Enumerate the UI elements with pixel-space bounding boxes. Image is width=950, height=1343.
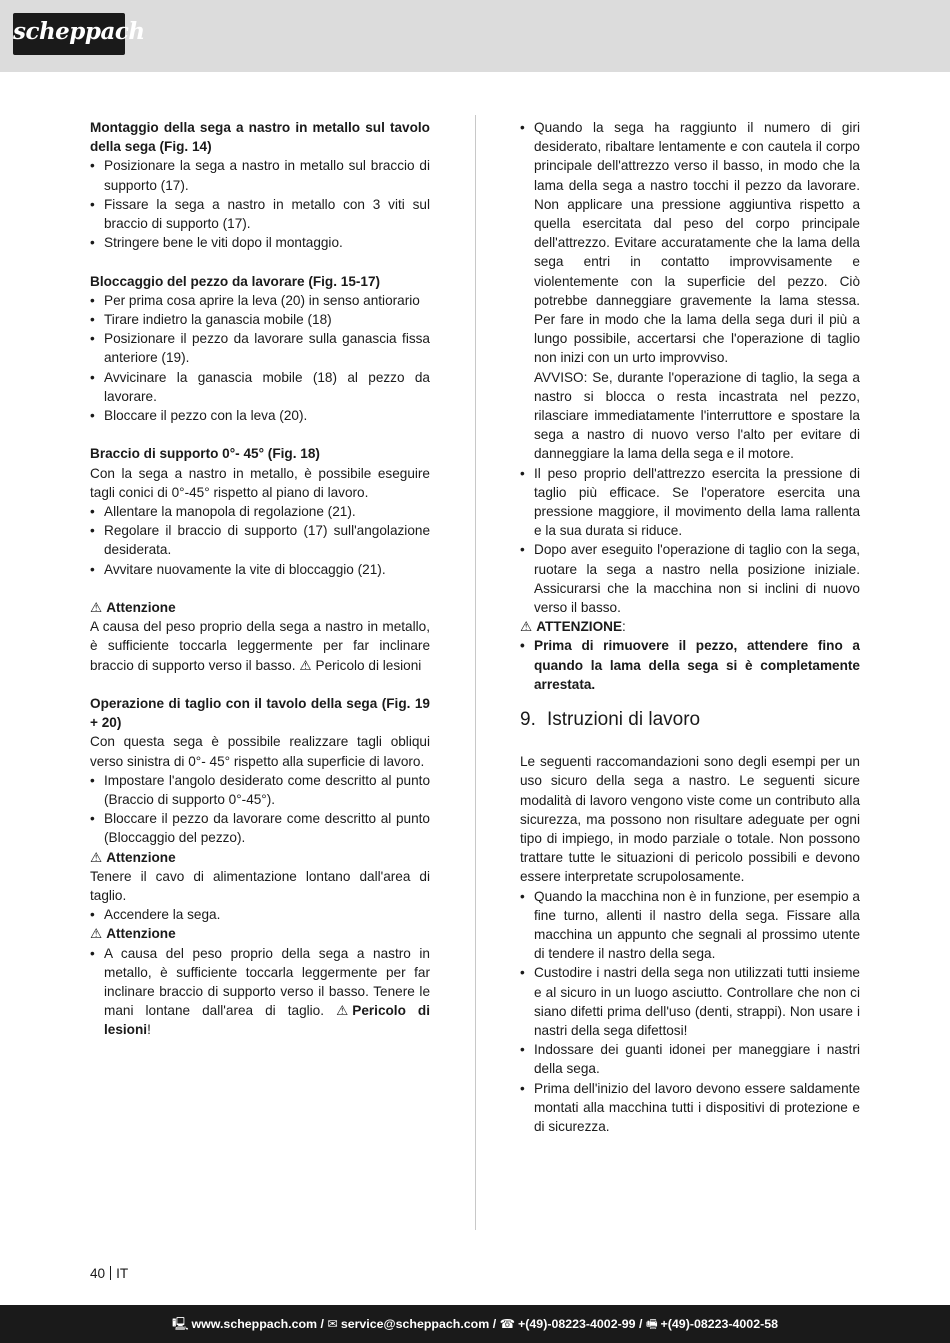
warning-heading — [520, 617, 860, 636]
list-item: • Stringere bene le viti dopo il montaggio. — [90, 233, 430, 252]
list-item: • Dopo aver eseguito l'operazione di taglio con la sega, ruotare la sega a nastro nella posizione iniziale. Assicurarsi che la macchina non si inclini di nuovo verso il basso. — [520, 540, 860, 617]
list-item-text: Quando la sega ha raggiunto il numero di giri desiderato, ribaltare lentamente e con cautela il corpo principale dell'attrezzo verso il basso, in modo che la lama della sega a nastro tocchi il pezzo da lavorare. Non applicare una pressione aggiuntiva rispetto a quella esercitata dal peso del corpo principale dell'attrezzo. Evitare accuratamente che la lama della sega entri in contatto improvvisamente e violentemente con la superficie del pezzo. Ciò potrebbe danneggiare gravemente la lama stessa. Per fare in modo che la lama della sega duri il più a lungo possibile, accertarsi che l'operazione di taglio non inizi con un urto improvviso. — [534, 120, 860, 366]
list-item: • Bloccare il pezzo con la leva (20). — [90, 406, 430, 425]
list-item: • Indossare dei guanti idonei per maneggiare i nastri della sega. — [520, 1040, 860, 1078]
list-item: • Il peso proprio dell'attrezzo esercita la pressione di taglio più efficace. Se l'operatore esercita una pressione maggiore, il movimento della lama rallenta e la sua durata si riduce. — [520, 464, 860, 541]
section-title-text: Istruzioni di lavoro — [547, 709, 701, 731]
section-heading-support-arm: Braccio di supporto 0°- 45° (Fig. 18) — [90, 446, 320, 462]
list-item: • Allentare la manopola di regolazione (21). — [90, 502, 430, 521]
warning-icon: ⚠ — [336, 1003, 349, 1019]
warning-icon: ⚠ — [90, 926, 103, 942]
mail-icon: ✉ — [327, 1317, 338, 1331]
page-number — [90, 1264, 128, 1283]
right-column — [520, 118, 860, 1136]
list-item: • Fissare la sega a nastro in metallo con 3 viti sul braccio di supporto (17). — [90, 195, 430, 233]
section-title — [520, 708, 860, 732]
list-item — [90, 944, 430, 1040]
warning-heading — [90, 848, 430, 867]
warning-end: ! — [147, 1022, 151, 1038]
section-heading-mounting: Montaggio della sega a nastro in metallo sul tavolo della sega (Fig. 14) — [90, 120, 430, 155]
list-item: • Regolare il braccio di supporto (17) sull'angolazione desiderata. — [90, 521, 430, 559]
footer-mail[interactable]: service@scheppach.com / — [340, 1317, 497, 1331]
column-divider — [475, 115, 476, 1230]
list-item: • Quando la macchina non è in funzione, per esempio a fine turno, allenti il nastro della sega. Fissare alla macchina un appunto che segnali al prossimo utente di tendere il nastro della sega. — [520, 887, 860, 964]
list-item: • Bloccare il pezzo da lavorare come descritto al punto (Bloccaggio del pezzo). — [90, 809, 430, 847]
paragraph: Con questa sega è possibile realizzare tagli obliqui verso sinistra di 0°- 45° rispetto alla superficie di lavoro. — [90, 734, 430, 769]
paragraph: Con la sega a nastro in metallo, è possibile eseguire tagli conici di 0°-45° rispetto al piano di lavoro. — [90, 465, 430, 500]
section-heading-cutting: Operazione di taglio con il tavolo della sega (Fig. 19 + 20) — [90, 696, 430, 731]
warning-icon: ⚠ — [299, 657, 312, 673]
header-band — [0, 0, 950, 72]
warning-text: A causa del peso proprio della sega a nastro in metallo, è sufficiente toccarla leggermente per far inclinare braccio di supporto verso il basso. — [90, 619, 430, 673]
phone-icon: ☎ — [499, 1317, 516, 1331]
list-item: • Posizionare la sega a nastro in metallo sul braccio di supporto (17). — [90, 156, 430, 194]
footer-fax: +(49)-08223-4002-58 — [660, 1317, 778, 1331]
warning-icon: ⚠ — [90, 600, 103, 616]
warning-heading — [90, 924, 430, 943]
section-number: 9. — [520, 709, 536, 731]
list-item: • Prima di rimuovere il pezzo, attendere fino a quando la lama della sega si è completamente arrestata. — [520, 636, 860, 694]
section-heading-clamping: Bloccaggio del pezzo da lavorare (Fig. 15-17) — [90, 273, 381, 289]
left-column — [90, 118, 430, 1040]
list-item: • Prima dell'inizio del lavoro devono essere saldamente montati alla macchina tutti i dispositivi di protezione e di sicurezza. — [520, 1079, 860, 1137]
page-number-value: 40 — [90, 1266, 106, 1281]
warning-label: Attenzione — [106, 600, 176, 616]
brand-logo — [13, 13, 145, 55]
list-item: • Posizionare il pezzo da lavorare sulla ganascia fissa anteriore (19). — [90, 329, 430, 367]
page-language: IT — [116, 1266, 129, 1281]
warning-label: ATTENZIONE — [536, 619, 623, 635]
warning-tail: Pericolo di lesioni — [315, 657, 422, 673]
footer-web[interactable]: www.scheppach.com / — [191, 1317, 324, 1331]
page-separator — [110, 1266, 111, 1280]
list-item: • Avvicinare la ganascia mobile (18) al pezzo da lavorare. — [90, 368, 430, 406]
footer-band — [0, 1305, 950, 1343]
list-item: • Avvitare nuovamente la vite di bloccaggio (21). — [90, 560, 430, 579]
list-item: • Per prima cosa aprire la leva (20) in senso antiorario — [90, 291, 430, 310]
computer-icon: 🖳 — [172, 1317, 189, 1331]
warning-heading — [90, 598, 430, 617]
warning-icon: ⚠ — [90, 849, 103, 865]
brand-logo-text: scheppach — [13, 18, 145, 45]
warning-paragraph — [90, 617, 430, 675]
list-item: • Accendere la sega. — [90, 905, 430, 924]
paragraph: Le seguenti raccomandazioni sono degli esempi per un uso sicuro della sega a nastro. Le seguenti sicure modalità di lavoro vengono viste come un contributo alla sicurezza, ma possono non risultare adeguate per ogni tipo di impiego, in modo parziale o totale. Non possono trattare tutte le situazioni di pericolo possibili e devono essere interpretate scrupolosamente. — [520, 754, 860, 885]
list-item: • Tirare indietro la ganascia mobile (18) — [90, 310, 430, 329]
warning-tail: Pericolo di lesioni — [104, 1003, 431, 1038]
warning-colon: : — [622, 619, 626, 635]
notice-text: AVVISO: Se, durante l'operazione di taglio, la sega a nastro si blocca o resta incastrata nel pezzo, rilasciare immediatamente l'interruttore e spostare la sega a nastro di nuovo verso l'alto per evitare di danneggiare la lama della sega e il motore. — [534, 369, 860, 462]
footer-phone: +(49)-08223-4002-99 / — [518, 1317, 643, 1331]
warning-label: Attenzione — [106, 926, 176, 942]
list-item: • Custodire i nastri della sega non utilizzati tutti insieme e al sicuro in un luogo asciutto. Controllare che non ci siano difetti prima dell'uso (denti, strappi). Non usare i nastri della sega difettosi! — [520, 963, 860, 1040]
fax-icon: 🖷 — [645, 1317, 658, 1331]
warning-label: Attenzione — [106, 849, 176, 865]
warning-text: A causa del peso proprio della sega a nastro in metallo, è sufficiente toccarla leggermente per far inclinare braccio di supporto verso il basso. Tenere le mani lontane dall'area di taglio. — [104, 945, 430, 1019]
paragraph: Tenere il cavo di alimentazione lontano dall'area di taglio. — [90, 868, 430, 904]
list-item: • Impostare l'angolo desiderato come descritto al punto (Braccio di supporto 0°-45°). — [90, 771, 430, 809]
footer-contacts — [0, 1315, 950, 1333]
list-item — [520, 118, 860, 464]
warning-icon: ⚠ — [520, 619, 533, 635]
